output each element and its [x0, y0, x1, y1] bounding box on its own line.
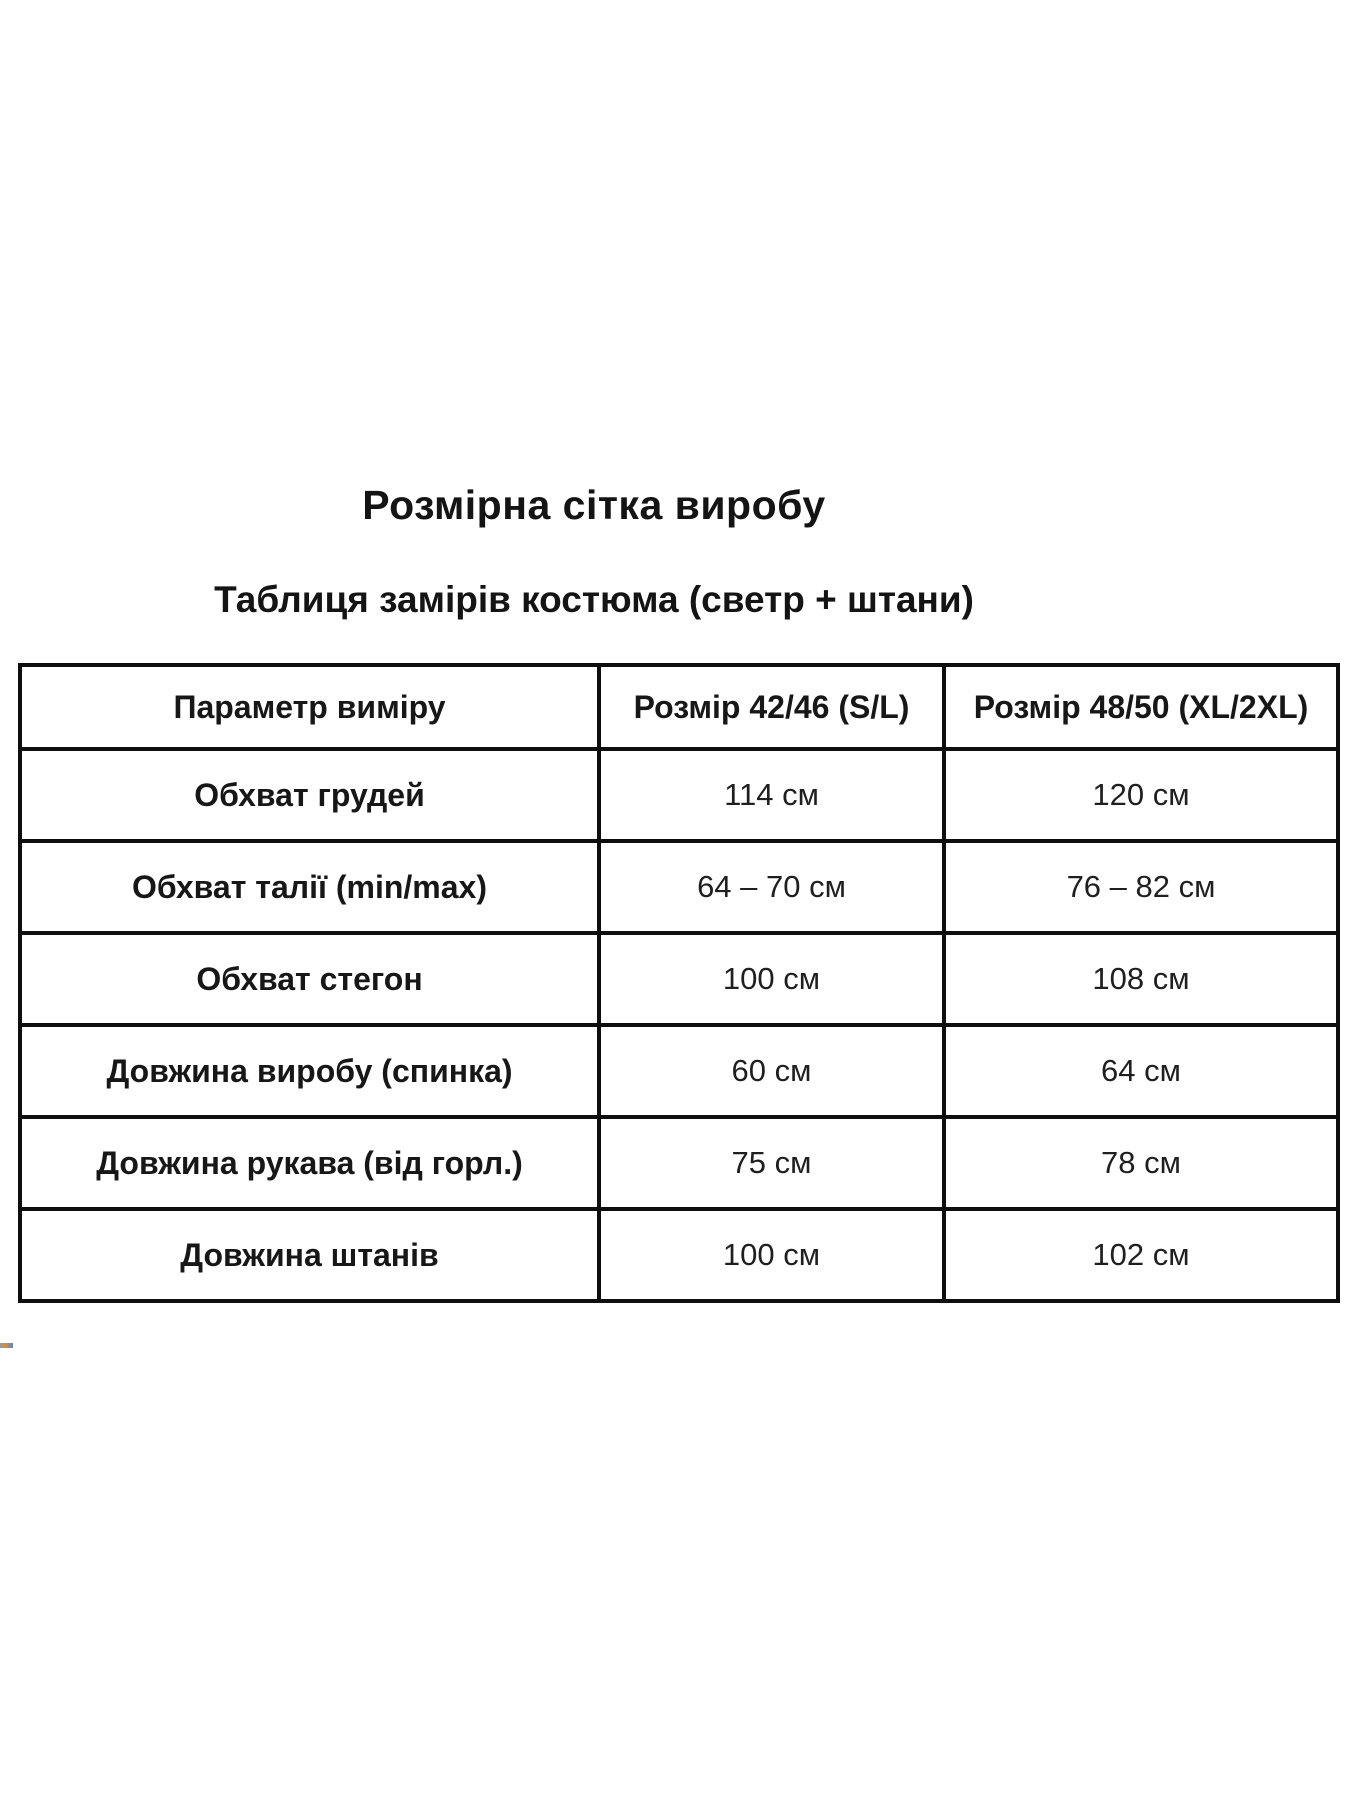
value-cell: 100 см — [599, 1209, 944, 1301]
size-table — [18, 663, 1340, 1303]
param-cell: Обхват грудей — [20, 749, 599, 841]
param-cell: Довжина рукава (від горл.) — [20, 1117, 599, 1209]
param-cell: Обхват стегон — [20, 933, 599, 1025]
scan-artifact-mark — [0, 1343, 13, 1348]
page-title: Розмірна сітка виробу — [362, 482, 826, 528]
table-row — [20, 1025, 1338, 1117]
table-row — [20, 933, 1338, 1025]
value-cell: 64 см — [944, 1025, 1338, 1117]
value-cell: 120 см — [944, 749, 1338, 841]
table-row — [20, 749, 1338, 841]
column-header-size-xl: Розмір 48/50 (XL/2XL) — [944, 665, 1338, 749]
column-header-size-sl: Розмір 42/46 (S/L) — [599, 665, 944, 749]
param-cell: Довжина штанів — [20, 1209, 599, 1301]
table-row — [20, 841, 1338, 933]
value-cell: 102 см — [944, 1209, 1338, 1301]
header-row — [20, 665, 1338, 749]
value-cell: 78 см — [944, 1117, 1338, 1209]
value-cell: 75 см — [599, 1117, 944, 1209]
value-cell: 108 см — [944, 933, 1338, 1025]
value-cell: 114 см — [599, 749, 944, 841]
value-cell: 64 – 70 см — [599, 841, 944, 933]
param-cell: Довжина виробу (спинка) — [20, 1025, 599, 1117]
value-cell: 76 – 82 см — [944, 841, 1338, 933]
value-cell: 100 см — [599, 933, 944, 1025]
param-cell: Обхват талії (min/max) — [20, 841, 599, 933]
table-row — [20, 1209, 1338, 1301]
value-cell: 60 см — [599, 1025, 944, 1117]
table-row — [20, 1117, 1338, 1209]
column-header-parameter: Параметр виміру — [20, 665, 599, 749]
table-caption: Таблиця замірів костюма (светр + штани) — [214, 579, 974, 620]
